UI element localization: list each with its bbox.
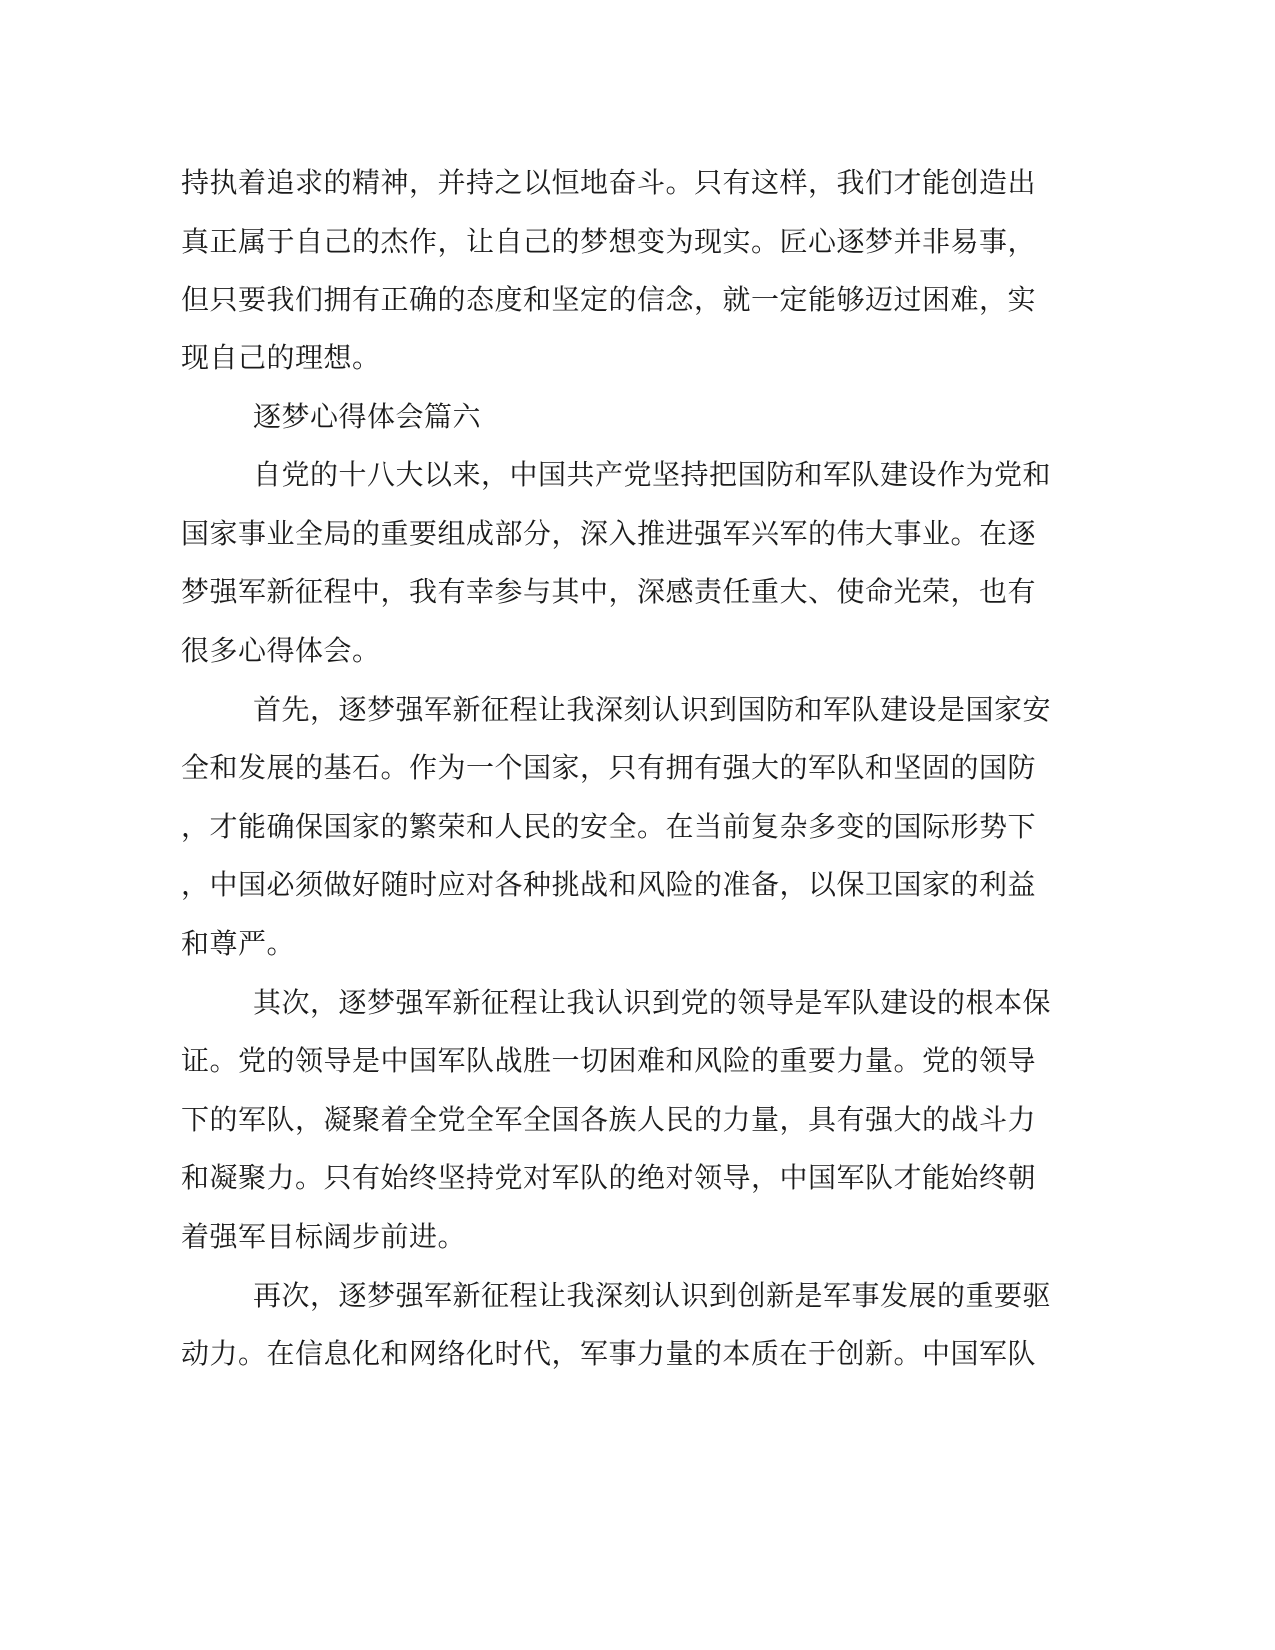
text-line: ，才能确保国家的繁荣和人民的安全。在当前复杂多变的国际形势下 [181, 810, 1037, 843]
section-heading: 逐梦心得体会篇六 [253, 400, 482, 433]
text-line: 和尊严。 [181, 927, 296, 960]
text-line: 国家事业全局的重要组成部分，深入推进强军兴军的伟大事业。在逐 [181, 517, 1037, 550]
text-line: 自党的十八大以来，中国共产党坚持把国防和军队建设作为党和 [253, 458, 1052, 491]
text-line: 现自己的理想。 [181, 341, 381, 374]
text-line: 和凝聚力。只有始终坚持党对军队的绝对领导，中国军队才能始终朝 [181, 1161, 1037, 1194]
text-line: 全和发展的基石。作为一个国家，只有拥有强大的军队和坚固的国防 [181, 751, 1037, 784]
text-line: 着强军目标阔步前进。 [181, 1220, 467, 1253]
text-line: 但只要我们拥有正确的态度和坚定的信念，就一定能够迈过困难，实 [181, 283, 1037, 316]
text-line: 梦强军新征程中，我有幸参与其中，深感责任重大、使命光荣，也有 [181, 575, 1037, 608]
text-line: 证。党的领导是中国军队战胜一切困难和风险的重要力量。党的领导 [181, 1044, 1037, 1077]
text-line: 首先，逐梦强军新征程让我深刻认识到国防和军队建设是国家安 [253, 693, 1052, 726]
text-line: 持执着追求的精神，并持之以恒地奋斗。只有这样，我们才能创造出 [181, 166, 1037, 199]
text-line: 动力。在信息化和网络化时代，军事力量的本质在于创新。中国军队 [181, 1337, 1037, 1370]
text-line: 其次，逐梦强军新征程让我认识到党的领导是军队建设的根本保 [253, 986, 1052, 1019]
text-line: 下的军队，凝聚着全党全军全国各族人民的力量，具有强大的战斗力 [181, 1103, 1037, 1136]
text-line: ，中国必须做好随时应对各种挑战和风险的准备，以保卫国家的利益 [181, 868, 1037, 901]
text-line: 真正属于自己的杰作，让自己的梦想变为现实。匠心逐梦并非易事， [181, 225, 1037, 258]
text-line: 很多心得体会。 [181, 634, 381, 667]
text-line: 再次，逐梦强军新征程让我深刻认识到创新是军事发展的重要驱 [253, 1279, 1052, 1312]
